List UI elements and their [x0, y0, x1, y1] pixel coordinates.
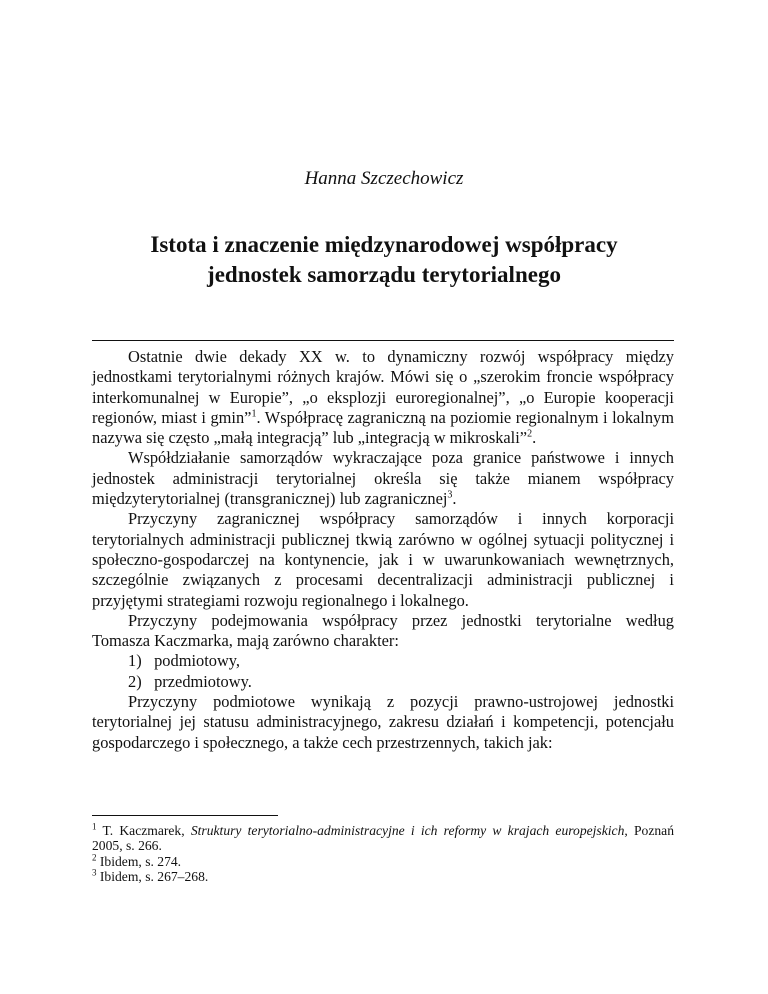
article-body — [92, 347, 674, 753]
paragraph-2 — [92, 448, 674, 509]
list-item — [92, 672, 674, 692]
footnote-ref-1[interactable]: 1 — [251, 408, 257, 420]
footnote-divider — [92, 815, 278, 816]
paragraph-1-text-c: . — [532, 428, 537, 448]
footnote-1 — [92, 823, 674, 854]
title-divider — [92, 340, 674, 341]
paragraph-3: Przyczyny zagranicznej współpracy samorządów i innych korporacji terytorialnych administracji publicznej tkwią zarówno w ogólnej sytuacji politycznej i społeczno-gospodarczej na kontynencie, jak i w uwarunkowaniach wewnętrznych, szczególnie związanych z procesami decentralizacji administracji publicznej i przyjętymi strategiami rozwoju regionalnego i lokalnego. — [92, 509, 674, 610]
title-line-2: jednostek samorządu terytorialnego — [207, 262, 561, 287]
footnotes — [92, 823, 674, 885]
paragraph-5: Przyczyny podmiotowe wynikają z pozycji prawno-ustrojowej jednostki terytorialnej jej statusu administracyjnego, zakresu działań i kompetencji, potencjału gospodarczego i społecznego, a także cech przestrzennych, takich jak: — [92, 692, 674, 752]
paragraph-1-text-a: Ostatnie dwie dekady XX w. to dynamiczny rozwój współpracy między jednostkami terytorialnymi różnych krajów. Mówi się o „szerokim froncie współpracy interkomunalnej w Europie”, „o eksplozji euroregionalnej”, „o Europie kooperacji regionów, miast i gmin” — [92, 347, 674, 427]
footnote-text: Ibidem, s. 274. — [96, 853, 182, 869]
paragraph-2-text-a: Współdziałanie samorządów wykraczające poza granice państwowe i innych jednostek administracji terytorialnej określa się także mianem współpracy międzyterytorialnej (transgranicznej) lub zagranicznej — [92, 448, 674, 509]
title-line-1: Istota i znaczenie międzynarodowej współpracy — [150, 232, 618, 257]
footnote-2 — [92, 854, 674, 869]
list-item-number: 1) — [128, 651, 142, 671]
paragraph-2-text-b: . — [452, 489, 457, 509]
list-item-text: podmiotowy, — [154, 651, 241, 671]
footnote-text: T. Kaczmarek, — [96, 823, 191, 838]
list-item — [92, 651, 674, 671]
paragraph-1-text-b: . Współpracę zagraniczną na poziomie regionalnym i lokalnym nazywa się często „małą integracją” lub „integracją w mikroskali” — [92, 407, 674, 448]
author-name: Hanna Szczechowicz — [304, 168, 464, 189]
paragraph-1 — [92, 347, 674, 448]
footnote-number: 2 — [92, 852, 97, 863]
list-item-number: 2) — [128, 671, 142, 691]
footnote-ref-2[interactable]: 2 — [527, 428, 533, 440]
list-item-text: przedmiotowy. — [154, 671, 252, 691]
article-title — [100, 230, 668, 290]
footnote-number: 1 — [92, 821, 97, 832]
paragraph-4: Przyczyny podejmowania współpracy przez jednostki terytorialne według Tomasza Kaczmarka, mają zarówno charakter: — [92, 610, 674, 651]
footnote-number: 3 — [92, 867, 97, 878]
footnote-ref-3[interactable]: 3 — [447, 489, 453, 501]
footnote-text: , Poznań 2005, s. 266. — [92, 823, 674, 854]
footnote-text: Ibidem, s. 267–268. — [96, 869, 209, 885]
footnote-book-title: Struktury terytorialno-administracyjne i ich reformy w krajach europejskich — [190, 823, 625, 838]
footnote-3 — [92, 869, 674, 884]
